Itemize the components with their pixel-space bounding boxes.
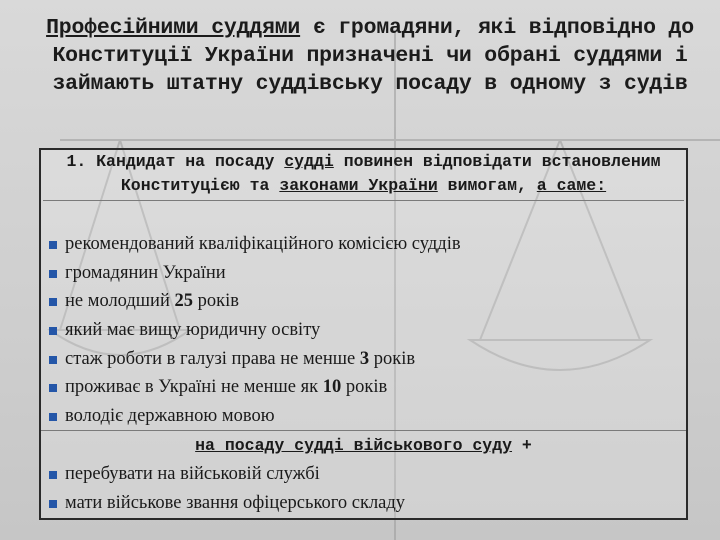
- square-bullet-icon: [49, 270, 57, 278]
- square-bullet-icon: [49, 241, 57, 249]
- list-item: [47, 460, 405, 489]
- title-rest: є громадяни, які відповідно до Конституції України призначені чи обрані суддями і займають штатну суддівську посаду в одному з судів: [52, 16, 694, 96]
- military-heading: [41, 434, 686, 458]
- square-bullet-icon: [49, 384, 57, 392]
- square-bullet-icon: [49, 298, 57, 306]
- list-item: [47, 402, 461, 431]
- item-text: перебувати на військовій службі: [65, 464, 320, 484]
- item-text-suffix: років: [369, 348, 416, 369]
- list-item: [47, 373, 461, 402]
- requirements-heading: [43, 150, 684, 201]
- list-item: [47, 287, 461, 316]
- item-text: володіє державною мовою: [65, 406, 275, 427]
- item-text: рекомендований кваліфікаційного комісією суддів: [65, 234, 461, 254]
- heading-laws: законами України: [279, 176, 438, 195]
- heading-judge: судді: [284, 152, 334, 171]
- square-bullet-icon: [49, 500, 57, 508]
- requirements-box: [39, 148, 688, 520]
- item-text-suffix: років: [192, 291, 239, 312]
- heading-namely: а саме:: [536, 176, 607, 195]
- square-bullet-icon: [49, 356, 57, 364]
- square-bullet-icon: [49, 471, 57, 479]
- list-item: [47, 259, 461, 288]
- item-text: який має вищу юридичну освіту: [65, 320, 321, 341]
- item-number: 10: [322, 377, 342, 398]
- military-list: [47, 460, 405, 517]
- item-text: проживає в Україні не менше як: [65, 377, 323, 398]
- item-text: громадянин України: [65, 262, 226, 283]
- title-underlined: Професійними суддями: [46, 16, 301, 40]
- item-text: не молодший: [65, 291, 175, 312]
- heading-suffix: вимогам,: [437, 176, 537, 195]
- item-text-suffix: років: [341, 377, 388, 398]
- item-number: 3: [359, 348, 370, 369]
- list-item: [47, 316, 461, 345]
- list-item: [47, 345, 461, 374]
- item-number: 25: [174, 291, 193, 312]
- military-heading-text: на посаду судді військового суду: [195, 436, 513, 455]
- square-bullet-icon: [49, 327, 57, 335]
- square-bullet-icon: [49, 413, 57, 421]
- section-divider: [41, 430, 686, 431]
- slide-title: [30, 14, 710, 98]
- military-heading-plus: +: [512, 436, 532, 455]
- item-text: мати військове звання офіцерського складу: [65, 492, 406, 513]
- requirements-list: [47, 230, 461, 431]
- heading-prefix: 1. Кандидат на посаду: [66, 152, 285, 171]
- item-text: стаж роботи в галузі права не менше: [65, 348, 360, 369]
- list-item: [47, 489, 405, 518]
- list-item: [47, 230, 461, 259]
- heading-mid: повинен відповідати встановленим Конституцією та: [120, 152, 661, 195]
